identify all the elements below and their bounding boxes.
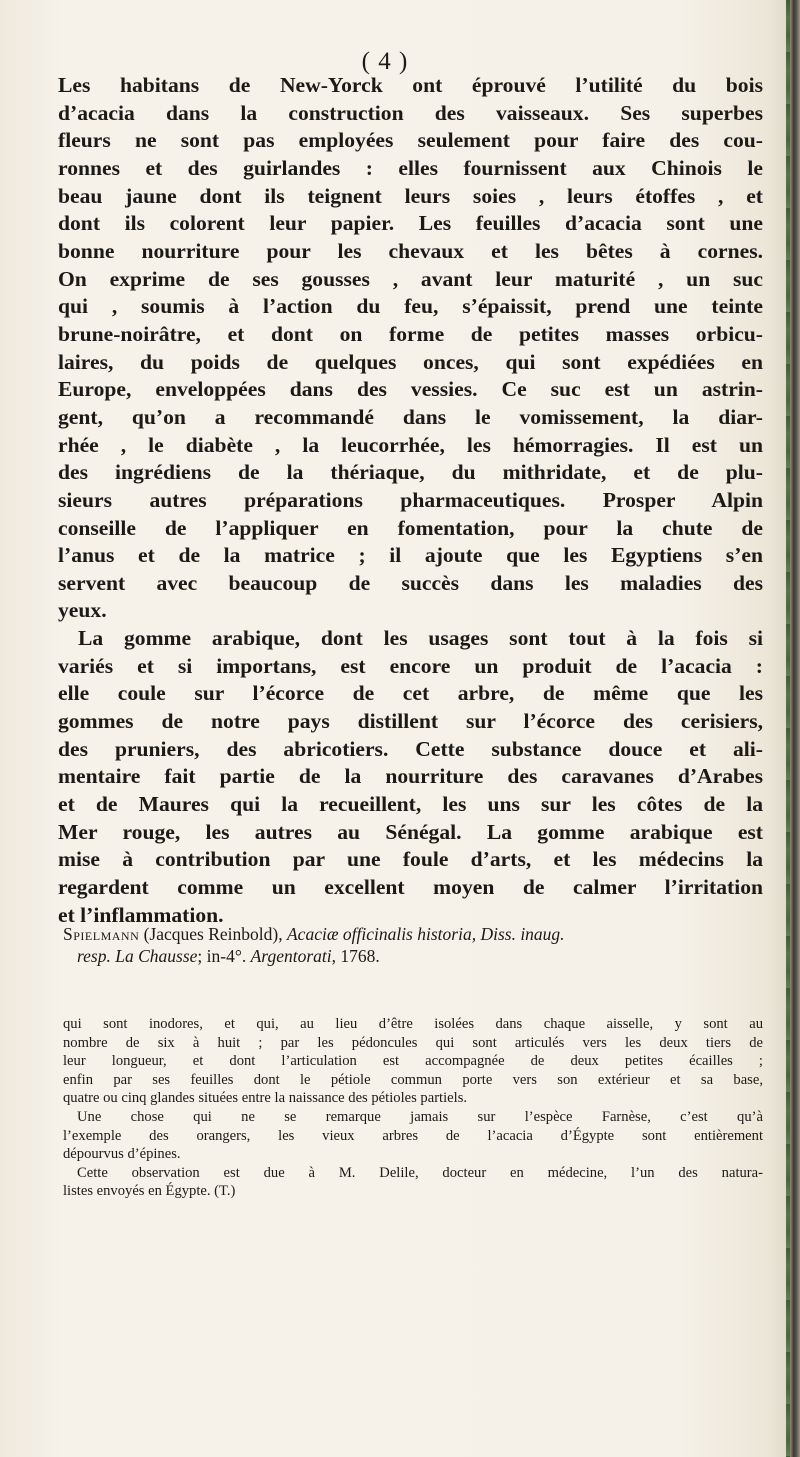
page-number: ( 4 ) xyxy=(361,48,409,75)
text-line: rhée , le diabète , la leucorrhée, les hémorragies. Il est un xyxy=(58,432,763,457)
text-line: l’anus et de la matrice ; il ajoute que les Egyptiens s’en xyxy=(58,543,763,568)
note-line: qui sont inodores, et qui, au lieu d’être isolées dans chaque aisselle, y sont au xyxy=(63,1016,763,1032)
text-line: qui , soumis à l’action du feu, s’épaissit, prend une teinte xyxy=(58,294,763,319)
text-line: beau jaune dont ils teignent leurs soies , leurs étoffes , et xyxy=(58,183,763,208)
text-line: Les habitans de New-Yorck ont éprouvé l’utilité du bois xyxy=(58,73,763,97)
reference-line xyxy=(63,923,763,945)
text-line: Europe, enveloppées dans des vessies. Ce suc est un astrin- xyxy=(58,377,763,402)
note-line: dépourvus d’épines. xyxy=(63,1146,181,1163)
text-line: regardent comme un excellent moyen de calmer l’irritation xyxy=(58,875,763,900)
text-line: gommes de notre pays distillent sur l’écorce des cerisiers, xyxy=(58,709,763,734)
reference-title: Acaciæ officinalis historia, Diss. inaug. xyxy=(286,924,565,944)
reference-author: Spielmann xyxy=(63,924,140,944)
text-line: fleurs ne sont pas employées seulement pour faire des cou- xyxy=(58,128,763,153)
text-line: laires, du poids de quelques onces, qui sont expédiées en xyxy=(58,349,763,374)
text-line: conseille de l’appliquer en fomentation, pour la chute de xyxy=(58,515,763,540)
reference-author-given: (Jacques Reinbold), xyxy=(139,924,287,944)
text-line: brune-noirâtre, et dont on forme de petites masses orbicu- xyxy=(58,321,763,346)
reference-respondent: resp. La Chausse xyxy=(77,946,198,966)
text-line: mentaire fait partie de la nourriture des caravanes d’Arabes xyxy=(58,764,763,789)
text-line: des pruniers, des abricotiers. Cette substance douce et ali- xyxy=(58,736,763,761)
note-line: leur longueur, et dont l’articulation est accompagnée de deux petites écailles ; xyxy=(63,1053,763,1070)
text-line: bonne nourriture pour les chevaux et les bêtes à cornes. xyxy=(58,238,763,263)
text-line: elle coule sur l’écorce de cet arbre, de même que les xyxy=(58,681,763,706)
text-line: gent, qu’on a recommandé dans le vomissement, la diar- xyxy=(58,404,763,429)
text-line: et l’inflammation. xyxy=(58,902,224,927)
text-line: d’acacia dans la construction des vaisseaux. Ses superbes xyxy=(58,100,763,125)
footnotes-block xyxy=(63,1015,763,1201)
binding-strip xyxy=(786,0,790,1457)
text-line: dont ils colorent leur papier. Les feuilles d’acacia sont une xyxy=(58,211,763,236)
reference-line xyxy=(63,945,763,967)
reference-place: Argentorati xyxy=(250,946,332,966)
text-line: sieurs autres préparations pharmaceutiques. Prosper Alpin xyxy=(58,487,763,512)
note-line: listes envoyés en Égypte. (T.) xyxy=(63,1183,236,1200)
text-line: yeux. xyxy=(58,598,107,623)
text-line: des ingrédiens de la thériaque, du mithridate, et de plu- xyxy=(58,460,763,485)
text-line: La gomme arabique, dont les usages sont tout à la fois si xyxy=(78,626,763,651)
bibliographic-reference xyxy=(63,923,763,967)
note-line: Cette observation est due à M. Delile, docteur en médecine, l’un des natura- xyxy=(77,1164,763,1181)
text-line: Mer rouge, les autres au Sénégal. La gomme arabique est xyxy=(58,819,763,844)
note-line: Une chose qui ne se remarque jamais sur l’espèce Farnèse, c’est qu’à xyxy=(77,1108,763,1125)
note-line: nombre de six à huit ; par les pédoncules qui sont articulés vers les deux tiers de xyxy=(63,1034,763,1051)
main-text-block xyxy=(58,72,763,929)
text-line: mise à contribution par une foule d’arts, et les médecins la xyxy=(58,847,763,872)
note-line: enfin par ses feuilles dont le pétiole commun porte vers son extérieur et sa base, xyxy=(63,1071,763,1088)
text-line: ronnes et des guirlandes : elles fournissent aux Chinois le xyxy=(58,155,763,180)
text-line: et de Maures qui la recueillent, les uns sur les côtes de la xyxy=(58,792,763,817)
note-line: l’exemple des orangers, les vieux arbres de l’acacia d’Égypte sont entièrement xyxy=(63,1127,763,1144)
text-line: On exprime de ses gousses , avant leur maturité , un suc xyxy=(58,266,763,291)
reference-format: ; in-4°. xyxy=(197,946,251,966)
text-line: servent avec beaucoup de succès dans les maladies des xyxy=(58,570,763,595)
note-line: quatre ou cinq glandes situées entre la naissance des pétioles partiels. xyxy=(63,1090,468,1107)
text-line: variés et si importans, est encore un produit de l’acacia : xyxy=(58,653,763,678)
reference-year: , 1768. xyxy=(331,946,380,966)
